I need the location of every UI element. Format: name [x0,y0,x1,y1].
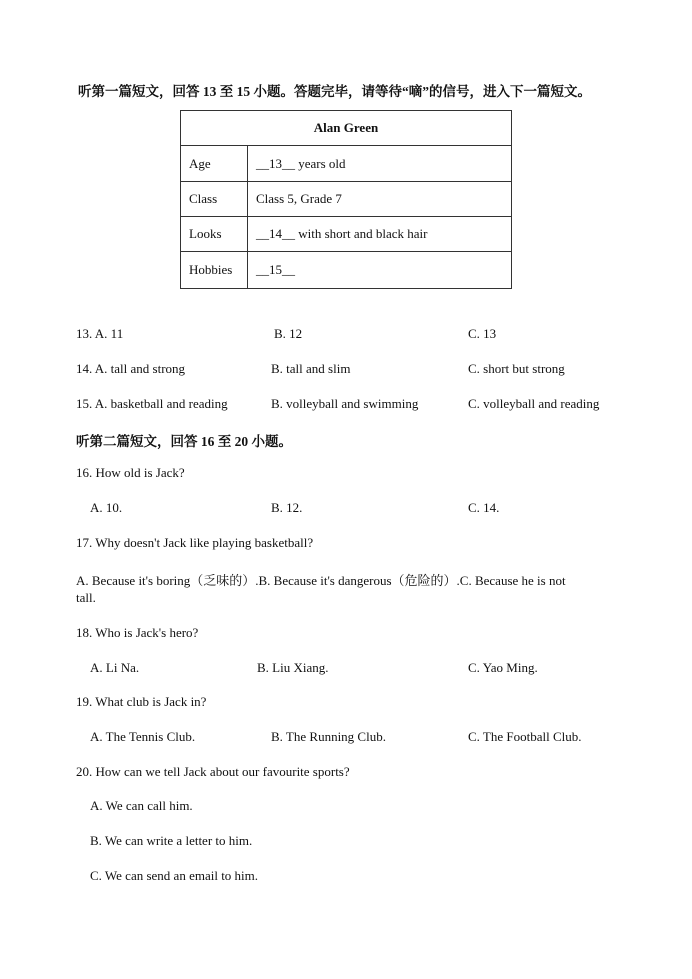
q14-option-a: 14. A. tall and strong [76,361,186,376]
row-value-hobbies: __15__ [248,252,512,289]
q20-option-b: B. We can write a letter to him. [90,833,253,848]
q15-option-a: 15. A. basketball and reading [76,396,228,411]
q16-stem: 16. How old is Jack? [76,465,185,480]
q17-options-line2: tall. [76,590,96,605]
q15-option-b: B. volleyball and swimming [271,396,419,411]
row-value-class: Class 5, Grade 7 [248,182,512,217]
q18-stem: 18. Who is Jack's hero? [76,625,199,640]
info-table [180,110,512,289]
q19-option-b: B. The Running Club. [271,729,386,744]
q19-stem: 19. What club is Jack in? [76,694,207,709]
q20-option-c: C. We can send an email to him. [90,868,259,883]
row-label-hobbies: Hobbies [181,252,248,289]
q19-option-c: C. The Football Club. [468,729,582,744]
row-label-age: Age [181,146,248,182]
q13-option-a: 13. A. 11 [76,326,124,341]
section1-instruction: 听第一篇短文，回答 13 至 15 小题。答题完毕，请等待“嘀”的信号，进入下一篇短文。 [78,84,591,99]
q18-option-b: B. Liu Xiang. [257,660,329,675]
q20-option-a: A. We can call him. [90,798,193,813]
q16-option-a: A. 10. [90,500,123,515]
q18-option-a: A. Li Na. [90,660,140,675]
q19-option-a: A. The Tennis Club. [90,729,196,744]
q16-option-c: C. 14. [468,500,500,515]
table-title: Alan Green [181,111,512,146]
q15-option-c: C. volleyball and reading [468,396,600,411]
q13-option-b: B. 12 [274,326,303,341]
row-label-looks: Looks [181,217,248,252]
row-label-class: Class [181,182,248,217]
row-value-looks: __14__ with short and black hair [248,217,512,252]
q17-options-line1: A. Because it's boring（乏味的）.B. Because it's dangerous（危险的）.C. Because he is not [76,573,566,588]
q13-option-c: C. 13 [468,326,497,341]
q18-option-c: C. Yao Ming. [468,660,538,675]
q20-stem: 20. How can we tell Jack about our favourite sports? [76,764,350,779]
section2-instruction: 听第二篇短文，回答 16 至 20 小题。 [76,434,292,449]
q16-option-b: B. 12. [271,500,303,515]
row-value-age: __13__ years old [248,146,512,182]
q14-option-c: C. short but strong [468,361,565,376]
q14-option-b: B. tall and slim [271,361,351,376]
q17-stem: 17. Why doesn't Jack like playing basketball? [76,535,314,550]
